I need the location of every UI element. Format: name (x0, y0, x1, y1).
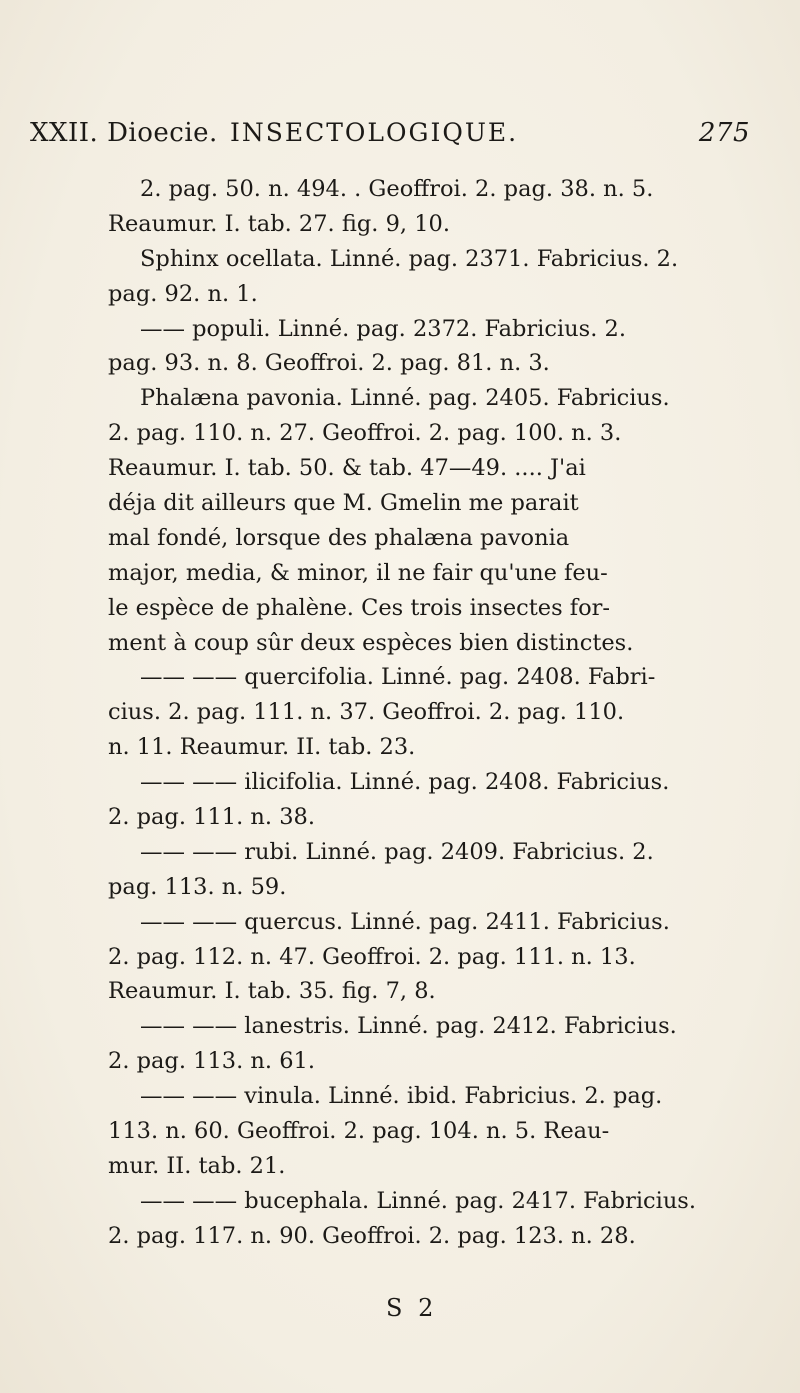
text-line: 2. pag. 50. n. 494. . Geoffroi. 2. pag. 38. n. 5. (140, 176, 654, 202)
text-line: —— —— bucephala. Linné. pag. 2417. Fabricius. (140, 1187, 697, 1214)
text-line: Sphinx ocellata. Linné. pag. 2371. Fabricius. 2. (140, 245, 679, 272)
text-line: —— —— rubi. Linné. pag. 2409. Fabricius. 2. (140, 838, 654, 865)
text-line: mal fondé, lorsque des phalæna pavonia (108, 524, 570, 551)
text-line: pag. 93. n. 8. Geoffroi. 2. pag. 81. n. 3. (108, 350, 550, 377)
text-line: ment à coup sûr deux espèces bien distinctes. (108, 629, 634, 656)
text-line: pag. 113. n. 59. (108, 873, 287, 900)
text-line: 2. pag. 110. n. 27. Geoffroi. 2. pag. 100. n. 3. (108, 420, 622, 447)
running-header (30, 118, 750, 158)
text-line: —— —— vinula. Linné. ibid. Fabricius. 2. pag. (140, 1083, 663, 1110)
text-line: 2. pag. 112. n. 47. Geoffroi. 2. pag. 111. n. 13. (108, 943, 636, 970)
text-line: 113. n. 60. Geoffroi. 2. pag. 104. n. 5. Reau- (108, 1118, 610, 1145)
page-number: 275 (698, 118, 750, 148)
text-line: Reaumur. I. tab. 50. & tab. 47—49. .... J'ai (108, 455, 586, 482)
text-line: pag. 92. n. 1. (108, 280, 258, 307)
text-line: cius. 2. pag. 111. n. 37. Geoffroi. 2. pag. 110. (108, 699, 625, 726)
text-line: Phalæna pavonia. Linné. pag. 2405. Fabricius. (140, 385, 670, 412)
text-line: 2. pag. 113. n. 61. (108, 1048, 315, 1075)
page-body (108, 172, 768, 1254)
text-line: déja dit ailleurs que M. Gmelin me parait (108, 490, 579, 517)
text-line: major, media, & minor, il ne fair qu'une feu- (108, 559, 608, 586)
section-title: INSECTOLOGIQUE. (230, 118, 519, 147)
text-line: le espèce de phalène. Ces trois insectes for- (108, 594, 611, 621)
text-line: —— —— ilicifolia. Linné. pag. 2408. Fabricius. (140, 769, 670, 796)
text-line: —— —— lanestris. Linné. pag. 2412. Fabricius. (140, 1013, 677, 1040)
text-line: —— populi. Linné. pag. 2372. Fabricius. 2. (140, 315, 626, 342)
text-line: 2. pag. 111. n. 38. (108, 804, 315, 831)
text-line: 2. pag. 117. n. 90. Geoffroi. 2. pag. 123. n. 28. (108, 1222, 636, 1249)
text-line: n. 11. Reaumur. II. tab. 23. (108, 734, 416, 761)
text-line: Reaumur. I. tab. 27. fig. 9, 10. (108, 210, 450, 237)
text-line: Reaumur. I. tab. 35. fig. 7, 8. (108, 978, 436, 1005)
text-line: —— —— quercifolia. Linné. pag. 2408. Fabri- (140, 664, 656, 691)
text-line: —— —— quercus. Linné. pag. 2411. Fabricius. (140, 908, 670, 935)
signature-mark: S 2 (386, 1294, 438, 1322)
chapter-title: XXII. Dioecie. (30, 118, 218, 148)
text-line: mur. II. tab. 21. (108, 1152, 286, 1179)
